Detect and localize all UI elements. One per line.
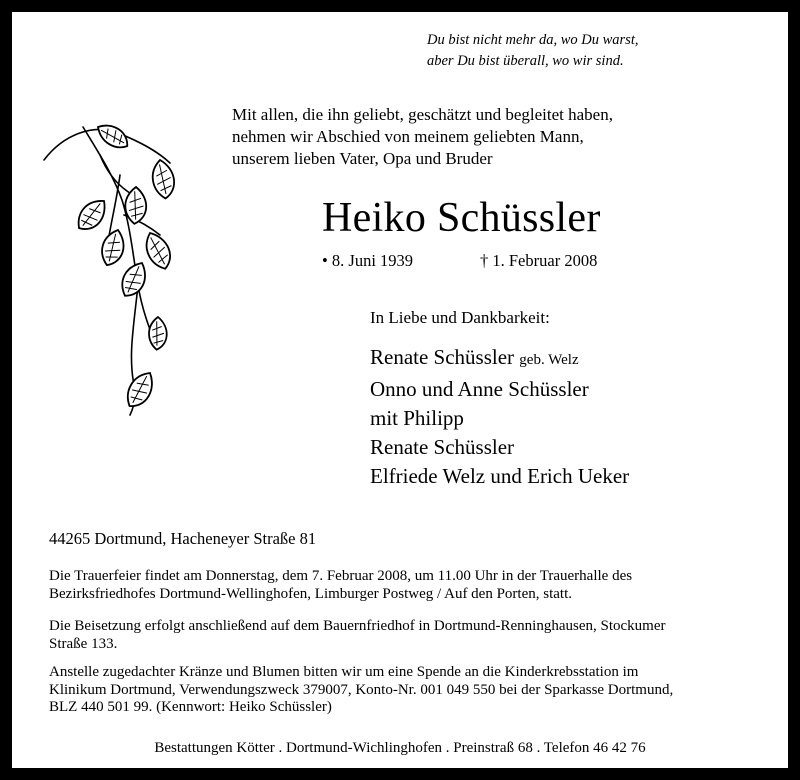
funeral-service-info <box>49 568 632 603</box>
family-member: Elfriede Welz und Erich Ueker <box>370 464 630 488</box>
family-member-name: Renate Schüssler <box>370 345 515 369</box>
paragraph-line: Die Beisetzung erfolgt anschließend auf dem Bauernfriedhof in Dortmund-Renninghausen, Stockumer <box>49 618 666 634</box>
deceased-name: Heiko Schüssler <box>322 195 601 241</box>
paragraph-line: Bezirksfriedhofes Dortmund-Wellinghofen, Limburger Postweg / Auf den Porten, statt. <box>49 585 573 602</box>
maiden-name-note: geb. Welz <box>519 352 579 368</box>
leaf <box>101 229 125 267</box>
paragraph-line: Die Trauerfeier findet am Donnerstag, dem 7. Februar 2008, um 11.00 Uhr in der Trauerhalle des <box>49 568 633 584</box>
quote-line: aber Du bist überall, wo wir sind. <box>427 53 624 69</box>
intro-text <box>232 104 613 170</box>
leaf <box>138 229 177 272</box>
intro-line: Mit allen, die ihn geliebt, geschätzt und begleitet haben, <box>232 105 613 124</box>
death-date: † 1. Februar 2008 <box>480 251 598 270</box>
leaf <box>146 316 169 351</box>
funeral-home-footer: Bestattungen Kötter . Dortmund-Wichlinghofen . Preinstraß 68 . Telefon 46 42 76 <box>154 740 646 756</box>
leaf <box>119 259 149 299</box>
memorial-quote <box>427 30 638 72</box>
life-dates <box>322 250 598 272</box>
paragraph-line: Anstelle zugedachter Kränze und Blumen bitten wir um eine Spende an die Kinderkrebsstation im <box>49 664 639 680</box>
leaf <box>74 194 110 236</box>
quote-line: Du bist nicht mehr da, wo Du warst, <box>427 32 639 48</box>
paragraph-line: BLZ 440 501 99. (Kennwort: Heiko Schüssler) <box>49 699 332 715</box>
burial-info <box>49 618 666 653</box>
paragraph-line: Klinikum Dortmund, Verwendungszweck 379007, Konto-Nr. 001 049 550 bei der Sparkasse Dortmund, <box>49 681 674 698</box>
family-member: Renate Schüssler <box>370 435 515 459</box>
leaf <box>94 122 132 151</box>
intro-line: nehmen wir Abschied von meinem geliebten Mann, <box>232 127 584 146</box>
birch-branch-illustration <box>38 115 198 435</box>
birth-date: • 8. Juni 1939 <box>322 251 414 270</box>
family-member: Onno und Anne Schüssler <box>370 377 589 401</box>
leaf <box>147 158 180 201</box>
donation-info <box>49 664 673 717</box>
family-member <box>370 343 629 375</box>
paragraph-line: Straße 133. <box>49 635 118 652</box>
family-list <box>370 343 629 491</box>
mourning-address: 44265 Dortmund, Hacheneyer Straße 81 <box>49 529 317 548</box>
family-member: mit Philipp <box>370 406 464 430</box>
leaf <box>124 368 157 411</box>
gratitude-heading: In Liebe und Dankbarkeit: <box>370 308 550 327</box>
intro-line: unserem lieben Vater, Opa und Bruder <box>232 149 493 168</box>
